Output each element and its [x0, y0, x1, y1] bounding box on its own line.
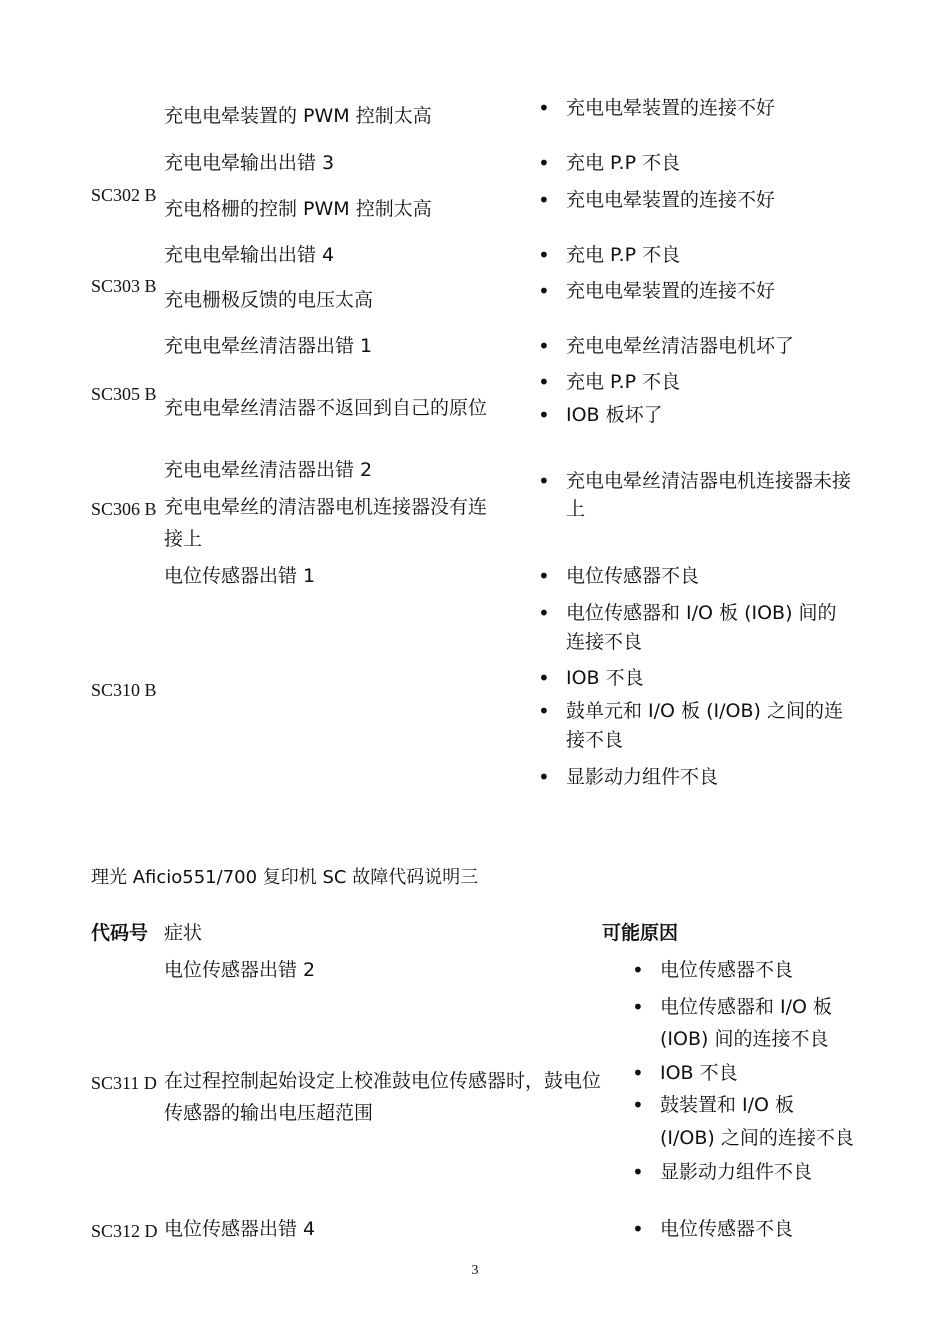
bullet-icon: •: [538, 370, 550, 394]
symptom-text: 充电电晕输出出错 3: [164, 152, 335, 174]
bullet-icon: •: [538, 243, 550, 267]
cause-item: • 电位传感器不良: [660, 1214, 793, 1244]
page-number: 3: [471, 1263, 479, 1278]
bullet-icon: •: [632, 1160, 644, 1184]
cause-item-continued: (I/OB) 之间的连接不良: [660, 1127, 854, 1149]
header-symptom: 症状: [164, 922, 203, 944]
bullet-icon: •: [632, 1093, 644, 1117]
bullet-icon: •: [538, 279, 550, 303]
symptom-text: 充电电晕输出出错 4: [164, 244, 335, 266]
bullet-icon: •: [538, 699, 550, 723]
bullet-icon: •: [538, 403, 550, 427]
cause-item: • IOB 板坏了: [566, 400, 663, 430]
cause-item-continued: 连接不良: [566, 631, 643, 653]
error-code: SC312 D: [91, 1221, 158, 1241]
cause-item: • 充电电晕丝清洁器电机连接器未接: [566, 466, 851, 496]
cause-item: • 充电 P.P 不良: [566, 240, 680, 270]
cause-item: • 充电电晕装置的连接不好: [566, 93, 775, 123]
symptom-text: 传感器的输出电压超范围: [164, 1102, 374, 1124]
cause-item: • 充电电晕丝清洁器电机坏了: [566, 331, 794, 361]
cause-item-continued: 上: [566, 498, 586, 520]
bullet-icon: •: [538, 96, 550, 120]
symptom-text: 充电格栅的控制 PWM 控制太高: [164, 198, 432, 220]
cause-item-continued: (IOB) 间的连接不良: [660, 1028, 829, 1050]
header-cause: 可能原因: [602, 922, 679, 944]
symptom-text: 充电电晕丝的清洁器电机连接器没有连: [164, 496, 488, 518]
error-code: SC302 B: [91, 185, 157, 205]
header-code: 代码号: [91, 922, 149, 944]
symptom-text: 电位传感器出错 4: [164, 1218, 316, 1240]
bullet-icon: •: [538, 188, 550, 212]
cause-item: • IOB 不良: [566, 663, 644, 693]
symptom-text: 电位传感器出错 1: [164, 565, 316, 587]
symptom-text: 接上: [164, 528, 203, 550]
symptom-text: 充电电晕丝清洁器出错 2: [164, 459, 373, 481]
cause-item: • 电位传感器和 I/O 板: [660, 992, 832, 1022]
cause-item: • 充电 P.P 不良: [566, 148, 680, 178]
error-code: SC311 D: [91, 1073, 157, 1093]
symptom-text: 电位传感器出错 2: [164, 959, 316, 981]
symptom-text: 充电电晕丝清洁器不返回到自己的原位: [164, 397, 488, 419]
cause-item: • 充电电晕装置的连接不好: [566, 185, 775, 215]
cause-item: • 充电电晕装置的连接不好: [566, 276, 775, 306]
bullet-icon: •: [538, 151, 550, 175]
symptom-text: 充电电晕丝清洁器出错 1: [164, 335, 373, 357]
bullet-icon: •: [538, 765, 550, 789]
cause-item: • 充电 P.P 不良: [566, 367, 680, 397]
symptom-text: 在过程控制起始设定上校准鼓电位传感器时，鼓电位: [164, 1070, 602, 1092]
error-code: SC303 B: [91, 276, 157, 296]
bullet-icon: •: [538, 601, 550, 625]
cause-item-continued: 接不良: [566, 729, 624, 751]
cause-item: • 电位传感器不良: [660, 955, 793, 985]
bullet-icon: •: [538, 564, 550, 588]
cause-item: • 电位传感器和 I/O 板 (IOB) 间的: [566, 598, 837, 628]
cause-item: • 鼓装置和 I/O 板: [660, 1090, 794, 1120]
symptom-text: 充电栅极反馈的电压太高: [164, 289, 374, 311]
bullet-icon: •: [632, 995, 644, 1019]
symptom-text: 充电电晕装置的 PWM 控制太高: [164, 105, 432, 127]
bullet-icon: •: [632, 1061, 644, 1085]
cause-item: • 电位传感器不良: [566, 561, 699, 591]
cause-item: • 显影动力组件不良: [660, 1157, 812, 1187]
cause-item: • 鼓单元和 I/O 板 (I/OB) 之间的连: [566, 696, 843, 726]
bullet-icon: •: [538, 666, 550, 690]
error-code: SC306 B: [91, 499, 157, 519]
bullet-icon: •: [538, 469, 550, 493]
error-code: SC305 B: [91, 384, 157, 404]
section-title: 理光 Aficio551/700 复印机 SC 故障代码说明三: [91, 867, 479, 888]
bullet-icon: •: [538, 334, 550, 358]
bullet-icon: •: [632, 958, 644, 982]
error-code: SC310 B: [91, 680, 157, 700]
cause-item: • IOB 不良: [660, 1058, 738, 1088]
cause-item: • 显影动力组件不良: [566, 762, 718, 792]
bullet-icon: •: [632, 1217, 644, 1241]
